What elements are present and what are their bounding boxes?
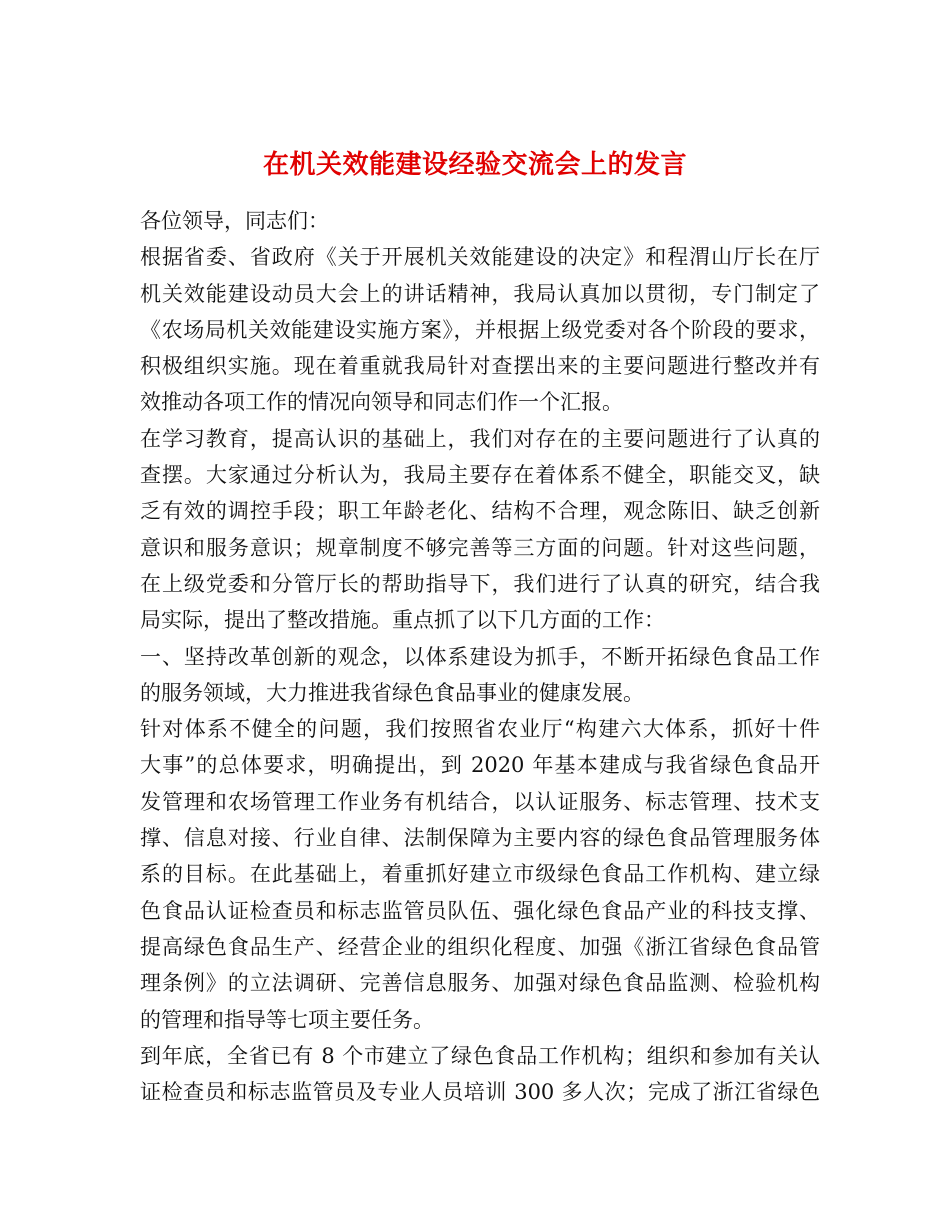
text-line: 色食品认证检查员和标志监管员队伍、强化绿色食品产业的科技支撑、 [140, 898, 820, 923]
text-line: 的管理和指导等七项主要任务。 [140, 1007, 434, 1032]
text-line: 证检查员和标志监管员及专业人员培训 300 多人次；完成了浙江省绿色 [140, 1080, 820, 1105]
text-line: 乏有效的调控手段；职工年龄老化、结构不合理，观念陈旧、缺乏创新 [140, 499, 820, 524]
text-line: 《农场局机关效能建设实施方案》，并根据上级党委对各个阶段的要求， [140, 317, 820, 342]
text-line: 各位领导，同志们： [140, 209, 329, 233]
document-body [140, 203, 820, 1110]
text-line: 在学习教育，提高认识的基础上，我们对存在的主要问题进行了认真的 [140, 426, 820, 451]
text-line: 积极组织实施。现在着重就我局针对查摆出来的主要问题进行整改并有 [140, 354, 820, 379]
text-line: 针对体系不健全的问题，我们按照省农业厅“构建六大体系，抓好十件 [140, 717, 820, 742]
text-line: 局实际，提出了整改措施。重点抓了以下几方面的工作： [140, 608, 665, 633]
text-line: 效推动各项工作的情况向领导和同志们作一个汇报。 [140, 390, 623, 415]
text-line: 在上级党委和分管厅长的帮助指导下，我们进行了认真的研究，结合我 [140, 571, 820, 596]
text-line: 查摆。大家通过分析认为，我局主要存在着体系不健全，职能交叉，缺 [140, 463, 820, 488]
text-line: 一、坚持改革创新的观念，以体系建设为抓手，不断开拓绿色食品工作 [140, 644, 820, 669]
text-line: 到年底，全省已有 8 个市建立了绿色食品工作机构；组织和参加有关认 [140, 1043, 820, 1068]
text-line: 理条例》的立法调研、完善信息服务、加强对绿色食品监测、检验机构 [140, 971, 820, 996]
text-line: 机关效能建设动员大会上的讲话精神，我局认真加以贯彻，专门制定了 [140, 281, 820, 306]
text-line: 大事”的总体要求，明确提出，到 2020 年基本建成与我省绿色食品开 [140, 753, 820, 778]
text-line: 根据省委、省政府《关于开展机关效能建设的决定》和程渭山厅长在厅 [140, 245, 820, 270]
text-line: 系的目标。在此基础上，着重抓好建立市级绿色食品工作机构、建立绿 [140, 862, 820, 887]
text-line: 发管理和农场管理工作业务有机结合，以认证服务、标志管理、技术支 [140, 789, 820, 814]
text-line: 意识和服务意识；规章制度不够完善等三方面的问题。针对这些问题， [140, 535, 820, 560]
text-line: 的服务领域，大力推进我省绿色食品事业的健康发展。 [140, 680, 644, 705]
document-title: 在机关效能建设经验交流会上的发言 [262, 150, 687, 181]
text-line: 提高绿色食品生产、经营企业的组织化程度、加强《浙江省绿色食品管 [140, 934, 820, 959]
text-line: 撑、信息对接、行业自律、法制保障为主要内容的绿色食品管理服务体 [140, 826, 820, 851]
